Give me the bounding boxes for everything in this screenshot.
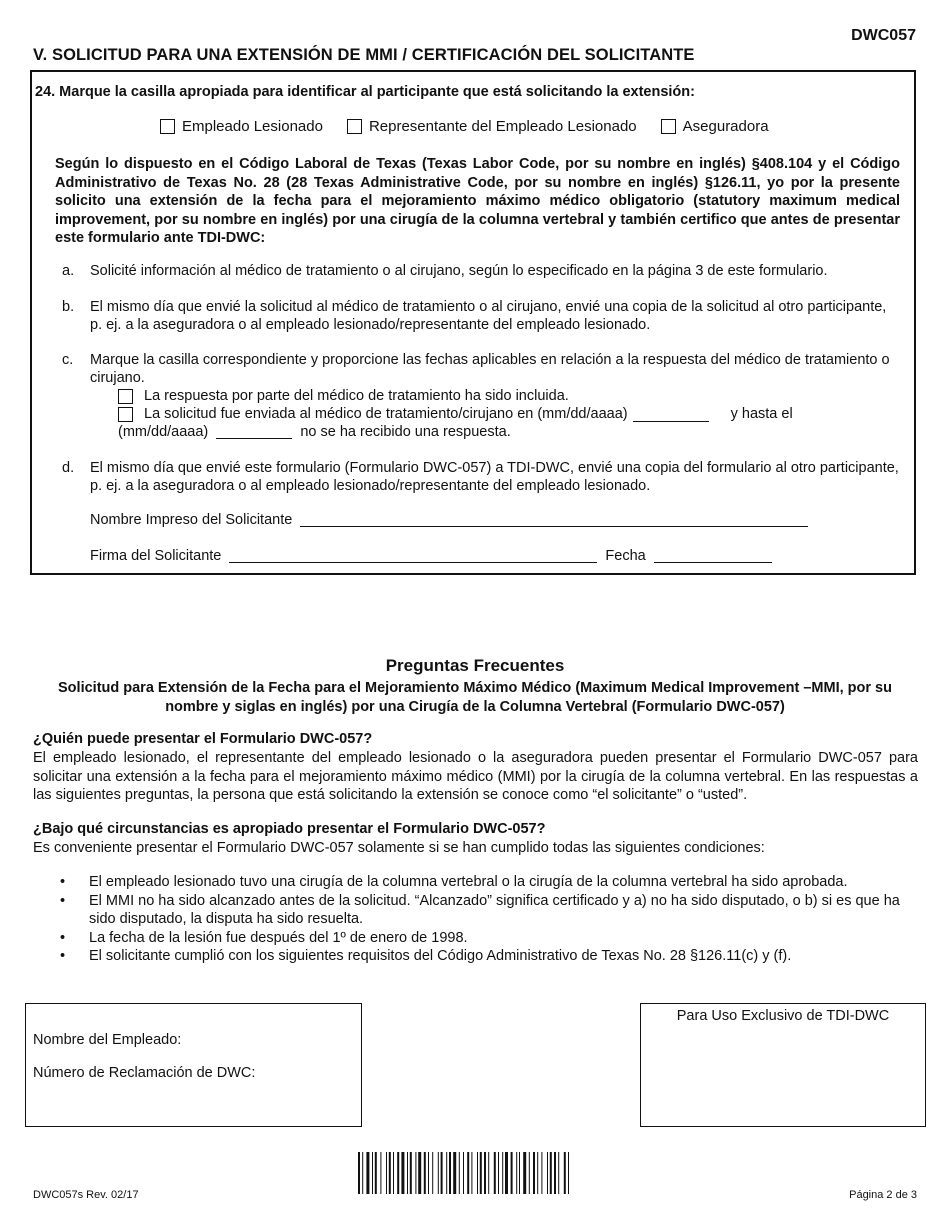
faq-subtitle: Solicitud para Extensión de la Fecha para el Mejoramiento Máximo Médico (Maximum Medical Improvement –MMI, por su nombre y siglas en inglés) por una Cirugía de la Columna Vertebral (Formulario DWC-057) [58, 680, 892, 715]
barcode-bar [550, 1152, 552, 1194]
barcode-bar [441, 1152, 443, 1194]
question-24-label: 24. Marque la casilla apropiada para identificar al participante que está solicitando la extensión: [35, 84, 695, 100]
barcode-bar [529, 1152, 530, 1194]
barcode-bar [438, 1152, 439, 1194]
barcode-bar [488, 1152, 489, 1194]
barcode-bar [547, 1152, 548, 1194]
barcode-bar [558, 1152, 559, 1194]
barcode-bar [410, 1152, 412, 1194]
barcode-bar [519, 1152, 520, 1194]
barcode-bar [484, 1152, 486, 1194]
barcode-bar [463, 1152, 464, 1194]
barcode-bar [375, 1152, 377, 1194]
option-employee-representative[interactable] [347, 118, 637, 135]
option-label: Representante del Empleado Lesionado [368, 118, 637, 135]
faq-question-1: ¿Quién puede presentar el Formulario DWC-057? [33, 731, 373, 747]
barcode-bar [537, 1152, 538, 1194]
list-item: • La fecha de la lesión fue después del 1º de enero de 1998. [60, 929, 920, 948]
barcode-bar [418, 1152, 421, 1194]
item-letter: d. [62, 460, 75, 476]
item-b [62, 298, 902, 334]
barcode-bar [407, 1152, 408, 1194]
form-code: DWC057 [851, 27, 916, 44]
date-sent-field[interactable] [633, 407, 709, 422]
barcode-bar [449, 1152, 451, 1194]
barcode-bar [453, 1152, 456, 1194]
barcode-bar [568, 1152, 569, 1194]
item-letter: b. [62, 299, 75, 315]
insurer-checkbox[interactable] [661, 119, 676, 134]
signature-date-field[interactable] [654, 548, 772, 563]
barcode-bar [480, 1152, 482, 1194]
item-text: El mismo día que envié la solicitud al médico de tratamiento o al cirujano, envié una copia de la solicitud al otro participante, p. ej. a la aseguradora o al empleado lesionado/representante del empleado lesionado. [90, 299, 887, 333]
barcode-bar [424, 1152, 426, 1194]
item-letter: a. [62, 263, 75, 279]
barcode-bar [362, 1152, 363, 1194]
conditions-list [60, 873, 920, 966]
barcode [358, 1152, 634, 1194]
date-until-field[interactable] [216, 424, 292, 439]
item-a [62, 262, 902, 280]
barcode-bar [477, 1152, 478, 1194]
employee-name-label: Nombre del Empleado: [33, 1032, 182, 1048]
barcode-bar [502, 1152, 503, 1194]
barcode-bar [366, 1152, 369, 1194]
barcode-bar [459, 1152, 460, 1194]
option-label: y hasta el [730, 406, 793, 422]
option-label: Aseguradora [682, 118, 769, 135]
option-injured-employee[interactable] [160, 118, 323, 135]
barcode-bar [401, 1152, 404, 1194]
barcode-bar [498, 1152, 499, 1194]
page-number: Página 2 de 3 [849, 1189, 917, 1201]
barcode-bar [554, 1152, 556, 1194]
option-label: La solicitud fue enviada al médico de tratamiento/cirujano en (mm/dd/aaaa) [144, 406, 628, 422]
response-included-option[interactable] [118, 387, 902, 405]
printed-name-label: Nombre Impreso del Solicitante [90, 512, 293, 528]
signature-field[interactable] [229, 548, 597, 563]
list-item: • El solicitante cumplió con los siguientes requisitos del Código Administrativo de Texas No. 28 §126.11(c) y (f). [60, 947, 920, 966]
employee-representative-checkbox[interactable] [347, 119, 362, 134]
injured-employee-checkbox[interactable] [160, 119, 175, 134]
option-insurer[interactable] [661, 118, 769, 135]
barcode-bar [446, 1152, 447, 1194]
item-text: El mismo día que envié este formulario (Formulario DWC-057) a TDI-DWC, envié una copia del formulario al otro participante, p. ej. a la aseguradora o al empleado lesionado/representante del empleado lesionado. [90, 460, 899, 494]
request-sent-checkbox[interactable] [118, 407, 133, 422]
item-text: Marque la casilla correspondiente y proporcione las fechas aplicables en relación a la respuesta del médico de tratamiento o cirujano. [90, 352, 890, 386]
list-item: • El MMI no ha sido alcanzado antes de la solicitud. “Alcanzado” significa certificado y a) no ha sido disputado, o b) si es que ha sido disputado, la disputa ha sido resuelta. [60, 892, 920, 929]
signature-label: Firma del Solicitante [90, 548, 222, 564]
item-text: Solicité información al médico de tratamiento o al cirujano, según lo especificado en la página 3 de este formulario. [90, 263, 828, 279]
tdi-dwc-use-box [640, 1003, 926, 1127]
barcode-bar [389, 1152, 391, 1194]
request-sent-option[interactable] [118, 405, 902, 423]
legal-statement: Según lo dispuesto en el Código Laboral de Texas (Texas Labor Code, por su nombre en inglés) §408.104 y el Código Administrativo de Texas No. 28 (28 Texas Administrative Code, por su nombre en inglés) §126.11, yo por la presente solicito una extensión de la fecha para el mejoramiento máximo médico obligatorio (statutory maximum medical improvement, por su nombre en inglés) por una cirugía de la columna vertebral y también certifico que antes de presentar este formulario ante TDI-DWC: [55, 156, 900, 246]
barcode-bar [432, 1152, 433, 1194]
barcode-bar [380, 1152, 381, 1194]
barcode-bar [358, 1152, 360, 1194]
participant-options [160, 118, 793, 135]
claim-number-label: Número de Reclamación de DWC: [33, 1065, 256, 1081]
barcode-bar [393, 1152, 394, 1194]
section-title: V. SOLICITUD PARA UNA EXTENSIÓN DE MMI / CERTIFICACIÓN DEL SOLICITANTE [33, 46, 695, 64]
response-included-checkbox[interactable] [118, 389, 133, 404]
barcode-bar [541, 1152, 542, 1194]
barcode-bar [415, 1152, 416, 1194]
barcode-bar [511, 1152, 513, 1194]
date-label: Fecha [605, 548, 646, 564]
list-item: • El empleado lesionado tuvo una cirugía de la columna vertebral o la cirugía de la columna vertebral ha sido aprobada. [60, 873, 920, 892]
option-label: Empleado Lesionado [182, 118, 323, 135]
option-label: no se ha recibido una respuesta. [300, 424, 511, 440]
item-letter: c. [62, 352, 74, 368]
printed-name-row [90, 512, 808, 528]
barcode-bar [523, 1152, 526, 1194]
faq-title: Preguntas Frecuentes [385, 656, 565, 675]
barcode-bar [372, 1152, 373, 1194]
faq-question-2: ¿Bajo qué circunstancias es apropiado presentar el Formulario DWC-057? [33, 821, 546, 837]
option-label: (mm/dd/aaaa) [118, 424, 209, 440]
printed-name-field[interactable] [300, 512, 808, 527]
item-d [62, 459, 902, 495]
signature-row [90, 548, 772, 564]
revision-code: DWC057s Rev. 02/17 [33, 1189, 139, 1201]
item-c [62, 351, 902, 441]
barcode-bar [564, 1152, 566, 1194]
tdi-dwc-use-label: Para Uso Exclusivo de TDI-DWC [676, 1008, 890, 1024]
barcode-bar [428, 1152, 429, 1194]
barcode-bar [397, 1152, 399, 1194]
barcode-bar [494, 1152, 496, 1194]
barcode-bar [533, 1152, 535, 1194]
faq-answer-2: Es conveniente presentar el Formulario DWC-057 solamente si se han cumplido todas las siguientes condiciones: [33, 840, 765, 856]
barcode-bar [505, 1152, 508, 1194]
barcode-bar [516, 1152, 517, 1194]
barcode-bar [386, 1152, 387, 1194]
faq-answer-1: El empleado lesionado, el representante del empleado lesionado o la aseguradora pueden presentar el Formulario DWC-057 para solicitar una extensión a la fecha para el mejoramiento máximo médico (MMI) por la cirugía de la columna vertebral. En las respuestas a las siguientes preguntas, la persona que está solicitando la extensión se conoce como “el solicitante” o “usted”. [33, 750, 918, 803]
barcode-bar [471, 1152, 472, 1194]
option-label: La respuesta por parte del médico de tratamiento ha sido incluida. [144, 388, 569, 404]
barcode-bar [467, 1152, 469, 1194]
